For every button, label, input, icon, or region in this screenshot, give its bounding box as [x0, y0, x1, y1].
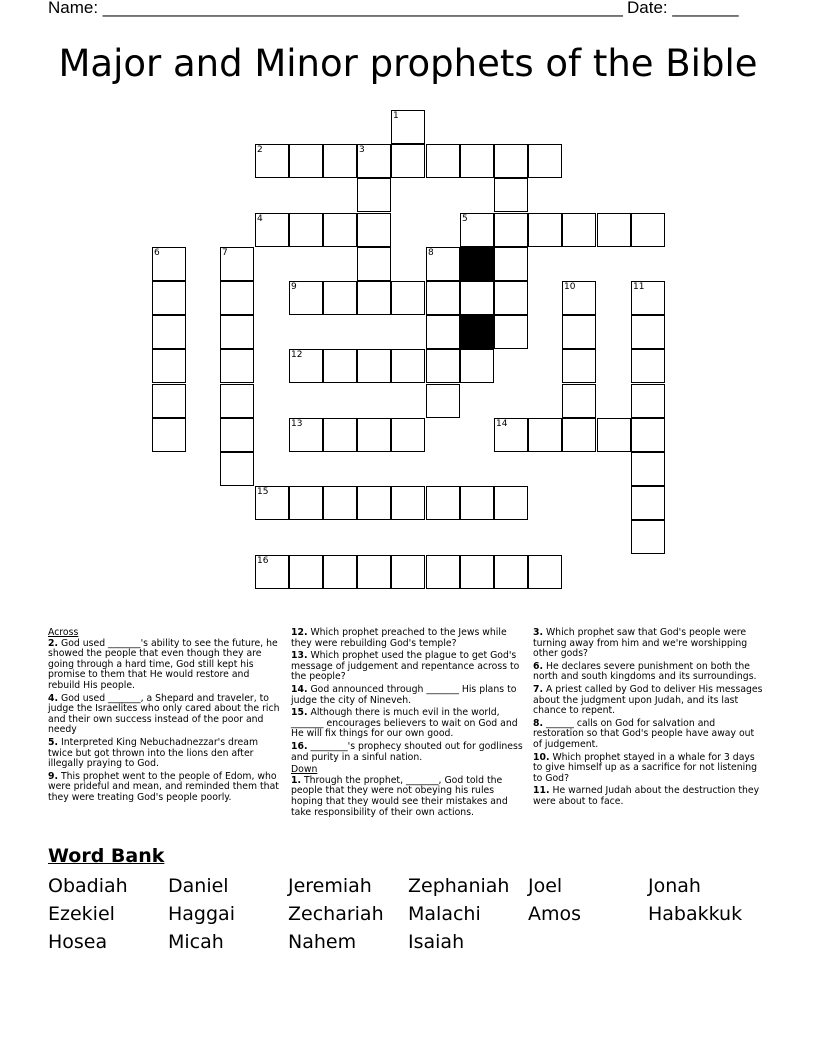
crossword-cell[interactable] [597, 418, 631, 452]
word-bank-item: Isaiah [408, 931, 465, 953]
crossword-cell[interactable] [460, 213, 494, 247]
crossword-cell[interactable] [460, 486, 494, 520]
crossword-cell[interactable] [220, 247, 254, 281]
crossword-cell[interactable] [426, 281, 460, 315]
crossword-cell[interactable] [323, 144, 357, 178]
clue-number: 11 [633, 282, 645, 292]
crossword-cell[interactable] [323, 555, 357, 589]
crossword-cell[interactable] [357, 144, 391, 178]
crossword-cell[interactable] [528, 418, 562, 452]
clue-across-14: 14. God announced through _______ His plans to judge the city of Nineveh. [291, 683, 517, 706]
crossword-cell[interactable] [631, 315, 665, 349]
crossword-cell[interactable] [255, 213, 289, 247]
crossword-cell[interactable] [597, 213, 631, 247]
clue-across-13: 13. Which prophet used the plague to get God's message of judgement and repentance across to the people? [291, 650, 520, 683]
crossword-cell[interactable] [494, 315, 528, 349]
page-title: Major and Minor prophets of the Bible [58, 42, 758, 85]
clue-across-5: 5. Interpreted King Nebuchadnezzar's dream twice but got thrown into the lions den after illegally praying to God. [48, 736, 259, 770]
word-bank-item: Amos [528, 903, 582, 925]
clue-down-11: 11. He warned Judah about the destruction they were about to face. [533, 785, 760, 807]
crossword-cell[interactable] [391, 418, 425, 452]
clue-down-1: 1. Through the prophet, _______, God told the people that they were not obeying his rules hoping that they would see their mistakes and take responsibility of their own actions. [291, 774, 508, 818]
crossword-cell[interactable] [323, 349, 357, 383]
crossword-cell[interactable] [426, 384, 460, 418]
clue-number: 14 [496, 419, 508, 429]
crossword-cell[interactable] [289, 418, 323, 452]
crossword-cell[interactable] [528, 144, 562, 178]
crossword-cell[interactable] [323, 213, 357, 247]
clue-across-15: 15. Although there is much evil in the world, _______ encourages believers to wait on God and He will fix things for our own good. [291, 707, 518, 740]
crossword-cell[interactable] [323, 418, 357, 452]
crossword-cell[interactable] [426, 144, 460, 178]
crossword-cell[interactable] [255, 555, 289, 589]
crossword-cell[interactable] [152, 281, 186, 315]
crossword-cell[interactable] [562, 281, 596, 315]
clue-number: 12 [291, 350, 303, 360]
word-bank-item: Obadiah [48, 875, 128, 897]
word-bank-item: Joel [528, 875, 563, 897]
crossword-cell[interactable] [289, 144, 323, 178]
crossword-cell[interactable] [220, 281, 254, 315]
crossword-cell[interactable] [631, 213, 665, 247]
crossword-cell[interactable] [220, 349, 254, 383]
clue-number: 13 [291, 419, 303, 429]
crossword-cell[interactable] [323, 281, 357, 315]
word-bank-title: Word Bank [48, 845, 165, 867]
crossword-cell[interactable] [562, 384, 596, 418]
clue-across-2: 2. God used _______'s ability to see the future, he showed the people that even though they are going through a hard time, God still kept his promise to them that He would restore and rebuild His people. [48, 637, 278, 691]
clues-column-1 [48, 628, 280, 806]
word-bank-item: Hosea [48, 931, 108, 953]
crossword-cell[interactable] [152, 418, 186, 452]
crossword-cell[interactable] [426, 247, 460, 281]
clue-number: 10 [564, 282, 576, 292]
clue-number: 6 [154, 248, 160, 258]
date-line[interactable]: Date: _______ [627, 0, 739, 17]
crossword-cell[interactable] [152, 349, 186, 383]
crossword-cell[interactable] [426, 555, 460, 589]
crossword-cell[interactable] [631, 349, 665, 383]
clues-column-3 [533, 628, 765, 810]
word-bank-item: Zechariah [288, 903, 384, 925]
across-heading: Across [48, 627, 79, 638]
crossword-cell[interactable] [562, 213, 596, 247]
word-bank-item: Habakkuk [648, 903, 743, 925]
crossword-cell[interactable] [631, 520, 665, 554]
clue-across-16: 16. ________'s prophecy shouted out for godliness and purity in a sinful nation. [291, 740, 523, 763]
crossword-cell[interactable] [460, 349, 494, 383]
crossword-cell[interactable] [494, 213, 528, 247]
crossword-cell[interactable] [357, 178, 391, 212]
crossword-cell[interactable] [289, 281, 323, 315]
crossword-cell[interactable] [631, 281, 665, 315]
crossword-cell[interactable] [357, 213, 391, 247]
name-line[interactable]: Name: _______________________________________________________ [48, 0, 623, 17]
clue-number: 8 [428, 248, 434, 258]
crossword-cell[interactable] [562, 418, 596, 452]
crossword-cell[interactable] [494, 178, 528, 212]
clue-down-8: 8. ______ calls on God for salvation and restoration so that God's people have away out of judgement. [533, 717, 755, 750]
crossword-cell[interactable] [528, 213, 562, 247]
crossword-cell[interactable] [152, 247, 186, 281]
clue-number: 3 [359, 145, 365, 155]
crossword-cell[interactable] [631, 384, 665, 418]
crossword-cell[interactable] [289, 555, 323, 589]
clue-number: 5 [462, 214, 468, 224]
clue-across-9: 9. This prophet went to the people of Edom, who were prideful and mean, and reminded them that they were treating God's people poorly. [48, 770, 279, 803]
crossword-cell[interactable] [494, 486, 528, 520]
crossword-cell[interactable] [220, 384, 254, 418]
crossword-cell[interactable] [220, 418, 254, 452]
crossword-cell[interactable] [631, 486, 665, 520]
clue-number: 1 [393, 111, 399, 121]
word-bank-item: Haggai [168, 903, 235, 925]
crossword-cell[interactable] [391, 110, 425, 144]
crossword-cell[interactable] [255, 486, 289, 520]
crossword-cell[interactable] [323, 486, 357, 520]
crossword-cell[interactable] [460, 555, 494, 589]
clue-number: 9 [291, 282, 297, 292]
clue-number: 2 [257, 145, 263, 155]
crossword-cell[interactable] [562, 349, 596, 383]
crossword-cell[interactable] [357, 555, 391, 589]
crossword-cell[interactable] [562, 315, 596, 349]
word-bank-item: Jeremiah [288, 875, 372, 897]
clue-number: 15 [257, 487, 269, 497]
clue-down-7: 7. A priest called by God to deliver His messages about the judgment upon Judah, and its last chance to repent. [533, 683, 763, 717]
crossword-cell[interactable] [289, 213, 323, 247]
clue-number: 16 [257, 556, 269, 566]
crossword-cell[interactable] [631, 452, 665, 486]
crossword-cell[interactable] [426, 486, 460, 520]
clues-column-2 [291, 628, 523, 820]
word-bank-item: Jonah [648, 875, 701, 897]
crossword-cell[interactable] [357, 281, 391, 315]
crossword-cell[interactable] [152, 384, 186, 418]
crossword-cell[interactable] [357, 486, 391, 520]
crossword-black-cell [460, 247, 494, 281]
clue-across-4: 4. God used _______, a Shepard and traveler, to judge the Israelites who only cared about the rich and their own success instead of the poor and needy [48, 692, 280, 736]
crossword-cell[interactable] [426, 349, 460, 383]
crossword-cell[interactable] [460, 144, 494, 178]
crossword-cell[interactable] [391, 555, 425, 589]
crossword-cell[interactable] [391, 486, 425, 520]
word-bank-item: Malachi [408, 903, 481, 925]
word-bank-item: Zephaniah [408, 875, 510, 897]
crossword-cell[interactable] [391, 144, 425, 178]
word-bank-item: Micah [168, 931, 224, 953]
crossword-cell[interactable] [357, 418, 391, 452]
crossword-cell[interactable] [494, 144, 528, 178]
crossword-cell[interactable] [220, 452, 254, 486]
crossword-cell[interactable] [528, 555, 562, 589]
crossword-cell[interactable] [357, 247, 391, 281]
crossword-cell[interactable] [152, 315, 186, 349]
crossword-cell[interactable] [494, 418, 528, 452]
clue-number: 7 [222, 248, 228, 258]
crossword-cell[interactable] [357, 349, 391, 383]
clue-down-6: 6. He declares severe punishment on both the north and south kingdoms and its surroundings. [533, 660, 757, 683]
crossword-cell[interactable] [426, 315, 460, 349]
down-heading: Down [291, 764, 318, 776]
crossword-cell[interactable] [289, 349, 323, 383]
word-bank-item: Nahem [288, 931, 357, 953]
clue-down-10: 10. Which prophet stayed in a whale for 3 days to give himself up as a sacrifice for not listening to God? [533, 751, 758, 784]
crossword-cell[interactable] [255, 144, 289, 178]
crossword-black-cell [460, 315, 494, 349]
word-bank-item: Daniel [168, 875, 229, 897]
clue-number: 4 [257, 214, 263, 224]
crossword-cell[interactable] [494, 247, 528, 281]
clue-down-3: 3. Which prophet saw that God's people were turning away from him and we're worshipping other gods? [533, 627, 748, 660]
crossword-cell[interactable] [220, 315, 254, 349]
crossword-cell[interactable] [391, 281, 425, 315]
crossword-cell[interactable] [631, 418, 665, 452]
crossword-cell[interactable] [289, 486, 323, 520]
crossword-cell[interactable] [494, 281, 528, 315]
crossword-cell[interactable] [391, 349, 425, 383]
crossword-cell[interactable] [460, 281, 494, 315]
crossword-cell[interactable] [494, 555, 528, 589]
clue-across-12: 12. Which prophet preached to the Jews while they were rebuilding God's temple? [291, 627, 507, 649]
word-bank-item: Ezekiel [48, 903, 115, 925]
